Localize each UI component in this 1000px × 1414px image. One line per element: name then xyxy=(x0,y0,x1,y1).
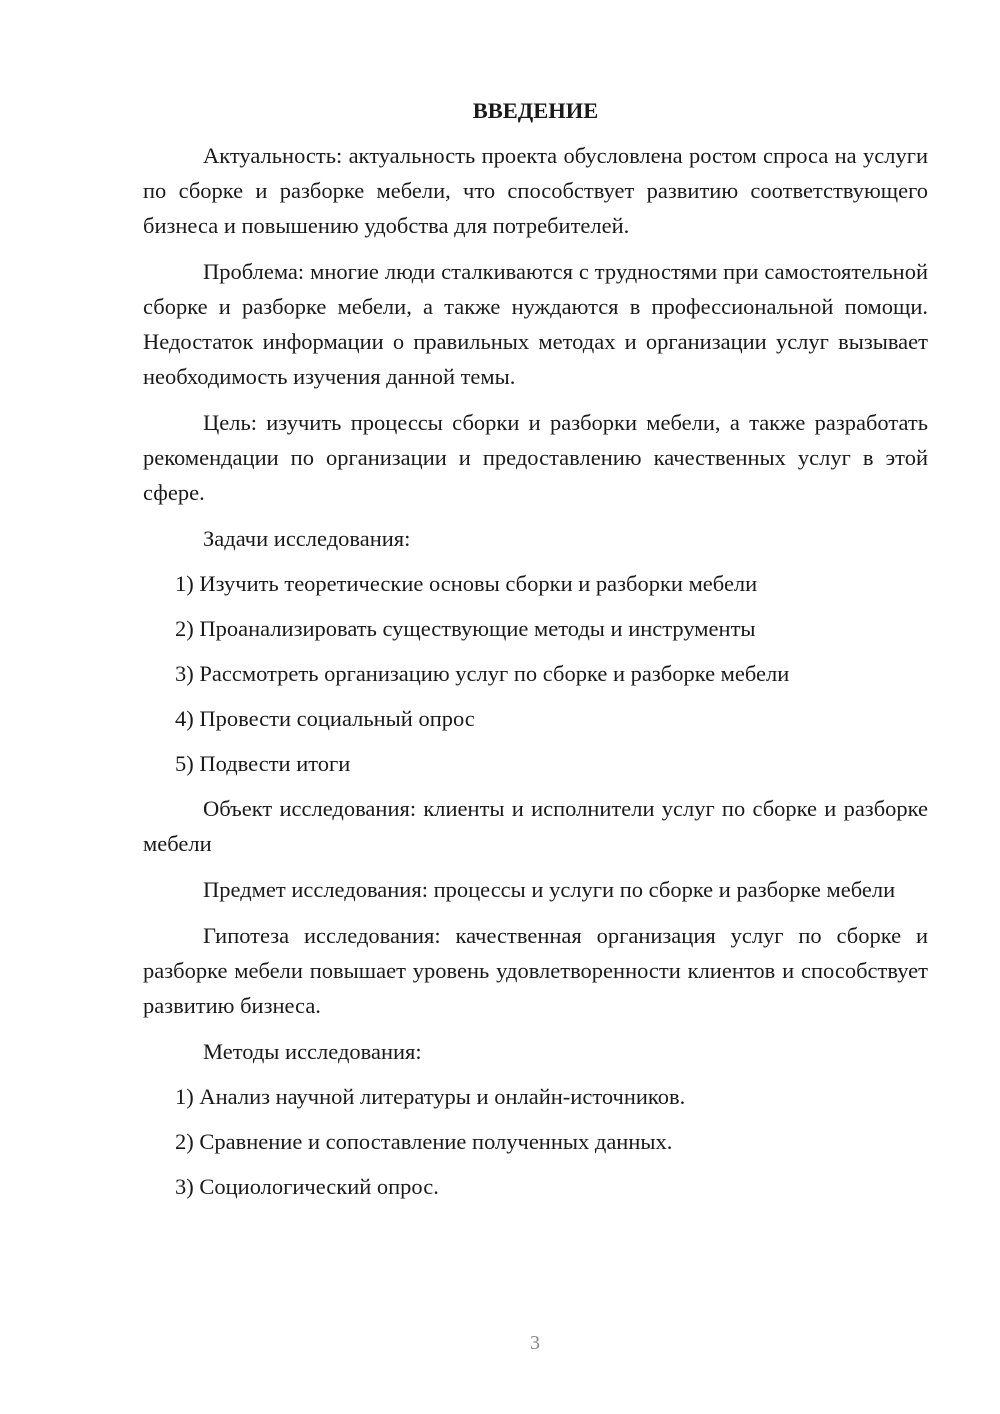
methods-list xyxy=(143,1079,928,1204)
tasks-list xyxy=(143,566,928,781)
section-title: ВВЕДЕНИЕ xyxy=(472,98,599,123)
list-item: 1) Анализ научной литературы и онлайн-источников. xyxy=(175,1084,686,1109)
list-item: 1) Изучить теоретические основы сборки и разборки мебели xyxy=(175,571,758,596)
page-content xyxy=(143,93,928,1214)
hypothesis-paragraph: Гипотеза исследования: качественная организация услуг по сборке и разборке мебели повышает уровень удовлетворенности клиентов и способствует развитию бизнеса. xyxy=(143,923,928,1018)
list-item: 3) Рассмотреть организацию услуг по сборке и разборке мебели xyxy=(175,661,790,686)
relevance-paragraph: Актуальность: актуальность проекта обусловлена ростом спроса на услуги по сборке и разборке мебели, что способствует развитию соответствующего бизнеса и повышению удобства для потребителей. xyxy=(143,143,928,238)
object-paragraph: Объект исследования: клиенты и исполнители услуг по сборке и разборке мебели xyxy=(143,796,928,856)
list-item: 2) Проанализировать существующие методы и инструменты xyxy=(175,616,756,641)
page-number: 3 xyxy=(530,1332,540,1354)
tasks-heading: Задачи исследования: xyxy=(203,526,411,551)
methods-heading: Методы исследования: xyxy=(203,1039,422,1064)
problem-paragraph: Проблема: многие люди сталкиваются с трудностями при самостоятельной сборке и разборке мебели, а также нуждаются в профессиональной помощи. Недостаток информации о правильных методах и организации услуг вызывает необходимость изучения данной темы. xyxy=(143,259,928,389)
goal-paragraph: Цель: изучить процессы сборки и разборки мебели, а также разработать рекомендации по организации и предоставлению качественных услуг в этой сфере. xyxy=(143,410,928,505)
list-item: 2) Сравнение и сопоставление полученных данных. xyxy=(175,1129,673,1154)
subject-paragraph: Предмет исследования: процессы и услуги по сборке и разборке мебели xyxy=(203,877,896,902)
list-item: 4) Провести социальный опрос xyxy=(175,706,475,731)
list-item: 3) Социологический опрос. xyxy=(175,1174,439,1199)
list-item: 5) Подвести итоги xyxy=(175,751,351,776)
